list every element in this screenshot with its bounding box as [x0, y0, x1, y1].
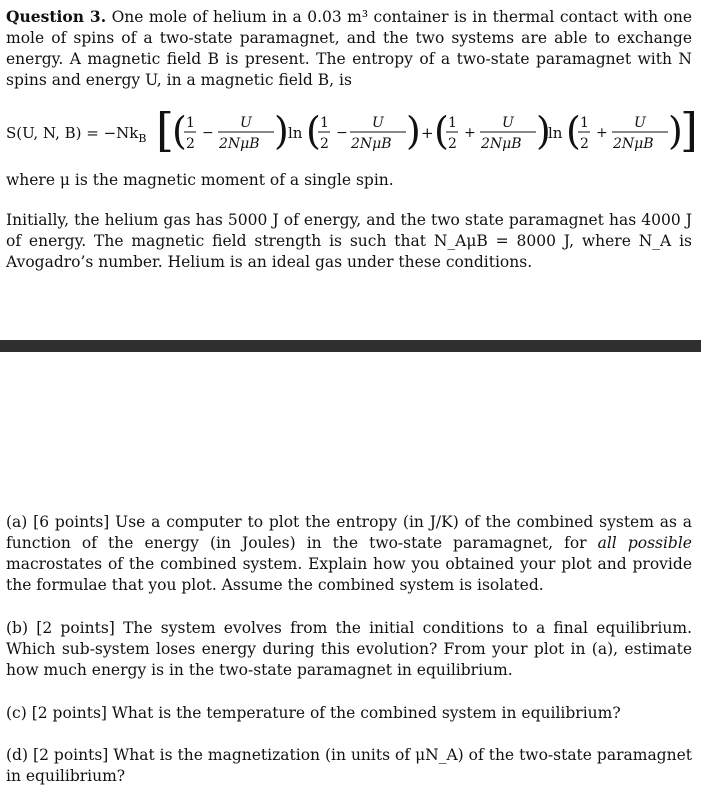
question-intro — [6, 6, 692, 91]
svg-text:2: 2 — [580, 136, 589, 152]
initial-conditions: Initially, the helium gas has 5000 J of energy, and the two state paramagnet has 4000 J of energy. The magnetic field strength is such that N_AμB = 8000 J, where N_A is Avogadro’s number. Helium is an ideal gas under these conditions. — [6, 211, 692, 271]
svg-text:U: U — [240, 115, 252, 131]
svg-text:[: [ — [156, 103, 174, 157]
svg-text:1: 1 — [320, 115, 329, 131]
svg-text:ln: ln — [548, 124, 563, 142]
part-a — [6, 512, 692, 596]
svg-text:2: 2 — [448, 136, 457, 152]
svg-text:2NμB: 2NμB — [613, 136, 654, 152]
svg-text:): ) — [406, 109, 421, 153]
question-label: Question 3. — [6, 7, 107, 26]
formula-lhs: S(U, N, $B) = -Nk_B$ — [6, 124, 147, 145]
svg-text:−: − — [336, 125, 348, 141]
svg-text:U: U — [502, 115, 514, 131]
part-b-text: The system evolves from the initial conditions to a final equilibrium. Which sub-system loses energy during this evolution? From your plot in (a), estimate how much energy is in the two-state paramagnet in equilibrium. — [6, 619, 692, 679]
part-d — [6, 745, 692, 787]
svg-text:U: U — [634, 115, 646, 131]
part-c-points: [2 points] — [31, 704, 107, 722]
entropy-formula — [6, 102, 696, 166]
svg-text:(: ( — [566, 109, 581, 153]
question-intro-text: One mole of helium in a 0.03 m³ container is in thermal contact with one mole of spins of a two-state paramagnet, and the two systems are able to exchange energy. A magnetic field B is present. The entropy of a two-state paramagnet with N spins and energy U, in a magnetic field B, is — [6, 8, 692, 89]
svg-text:): ) — [274, 109, 289, 153]
formula-note: where μ is the magnetic moment of a single spin. — [6, 171, 394, 189]
part-a-emphasis: all possible — [597, 534, 692, 552]
svg-text:(: ( — [172, 109, 187, 153]
svg-text:1: 1 — [580, 115, 589, 131]
part-d-points: [2 points] — [33, 746, 109, 764]
part-a-label: (a) — [6, 513, 28, 531]
part-c — [6, 703, 692, 724]
part-c-label: (c) — [6, 704, 27, 722]
svg-text:2NμB: 2NμB — [351, 136, 392, 152]
svg-text:(: ( — [306, 109, 321, 153]
svg-text:): ) — [668, 109, 683, 153]
part-b-points: [2 points] — [36, 619, 115, 637]
part-c-text: What is the temperature of the combined system in equilibrium? — [111, 704, 621, 722]
svg-text:−: − — [202, 125, 214, 141]
svg-text:,: , — [690, 128, 695, 146]
svg-text:1: 1 — [448, 115, 457, 131]
svg-text:): ) — [536, 109, 551, 153]
svg-text:U: U — [372, 115, 384, 131]
part-b-label: (b) — [6, 619, 29, 637]
svg-text:ln: ln — [288, 124, 303, 142]
part-a-points: [6 points] — [33, 513, 110, 531]
part-a-text-after: macrostates of the combined system. Explain how you obtained your plot and provide the formulae that you plot. Assume the combined system is isolated. — [6, 555, 692, 594]
part-b — [6, 618, 692, 681]
svg-text:2: 2 — [320, 136, 329, 152]
svg-text:+: + — [596, 125, 608, 141]
svg-text:2NμB: 2NμB — [219, 136, 260, 152]
svg-text:2NμB: 2NμB — [481, 136, 522, 152]
separator-bar — [0, 340, 701, 352]
part-d-label: (d) — [6, 746, 29, 764]
svg-text:+: + — [464, 125, 476, 141]
svg-text:1: 1 — [186, 115, 195, 131]
svg-text:+: + — [421, 124, 434, 142]
svg-text:2: 2 — [186, 136, 195, 152]
svg-text:(: ( — [434, 109, 449, 153]
part-d-text: What is the magnetization (in units of μN_A) of the two-state paramagnet in equilibrium? — [6, 746, 692, 785]
part-a-text-before: Use a computer to plot the entropy (in J/K) of the combined system as a function of the energy (in Joules) in the two-state paramagnet, for — [6, 513, 692, 552]
